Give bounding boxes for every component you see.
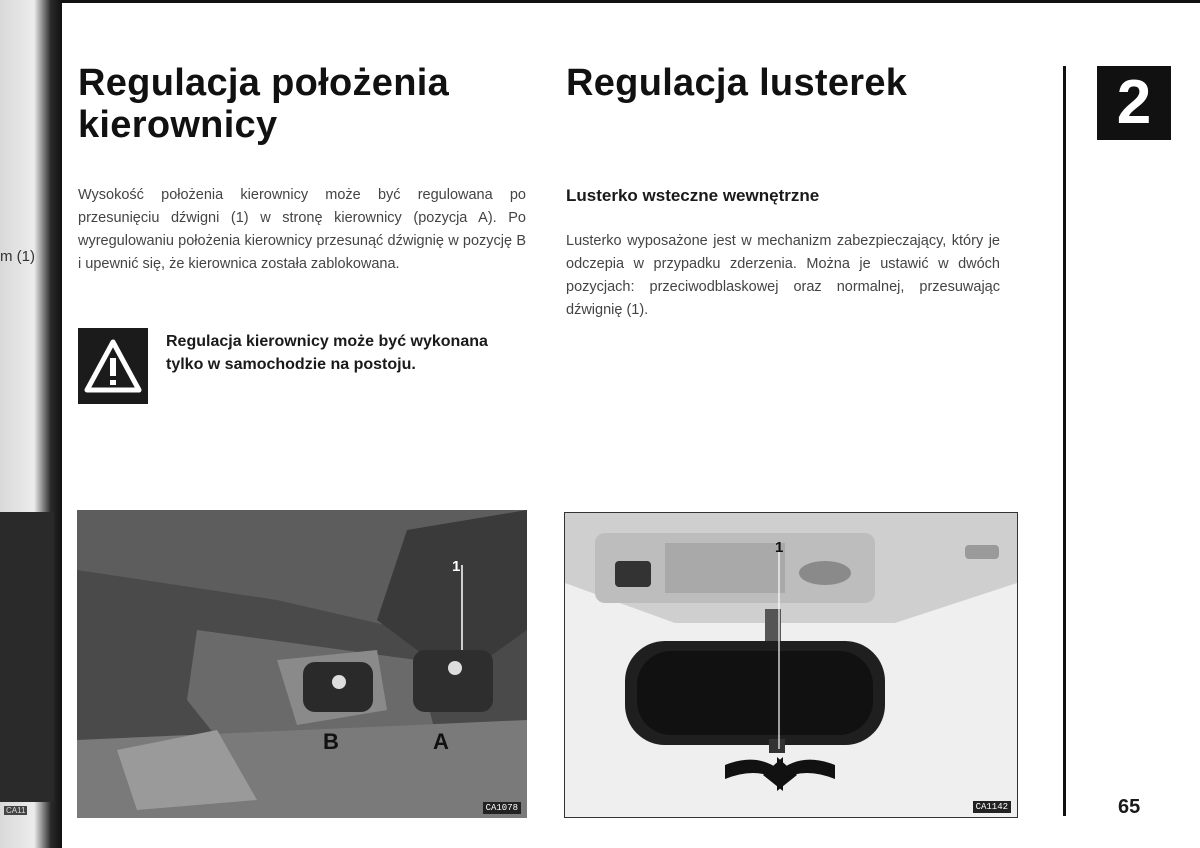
steering-heading: Regulacja położenia kierownicy <box>78 62 450 146</box>
warning-text: Regulacja kierownicy może być wykonana tylko w samochodzie na postoju. <box>166 333 488 373</box>
rearview-mirror-subheading: Lusterko wsteczne wewnętrzne <box>566 186 820 205</box>
chapter-divider <box>1063 66 1066 816</box>
previous-page-photo <box>0 512 54 802</box>
warning-triangle-icon <box>78 328 148 404</box>
previous-page-photo-label: CA11 <box>6 806 26 815</box>
chapter-marker: 2 <box>1097 66 1171 140</box>
callout-a: A <box>433 729 449 754</box>
top-rule <box>62 0 1200 3</box>
steering-lever-photo <box>77 510 527 818</box>
mirror-paragraph: Lusterko wyposażone jest w mechanizm zabezpieczający, który je odczepia w przypadku zderzenia. Można je ustawić w dwóch pozycjach: przeciwodblaskowej oraz normalnej, przesuwając dźwignię (1). <box>566 233 1000 318</box>
rearview-mirror-photo <box>564 512 1018 818</box>
previous-page-text-fragment: m (1) <box>0 248 35 265</box>
callout-1: 1 <box>775 539 784 556</box>
photo-code-label: CA1142 <box>973 801 1011 813</box>
callout-1: 1 <box>452 558 461 575</box>
page-number: 65 <box>1118 796 1141 818</box>
previous-page-edge <box>0 0 62 848</box>
mirrors-heading: Regulacja lusterek <box>566 62 908 104</box>
steering-paragraph: Wysokość położenia kierownicy może być regulowana po przesunięciu dźwigni (1) w stronę kierownicy (pozycja A). Po wyregulowaniu położenia kierownicy przesunąć dźwignię w pozycję B i upewnić się, że kierownica została zablokowana. <box>78 187 526 272</box>
callout-b: B <box>323 729 339 754</box>
photo-code-label: CA1078 <box>483 802 521 814</box>
